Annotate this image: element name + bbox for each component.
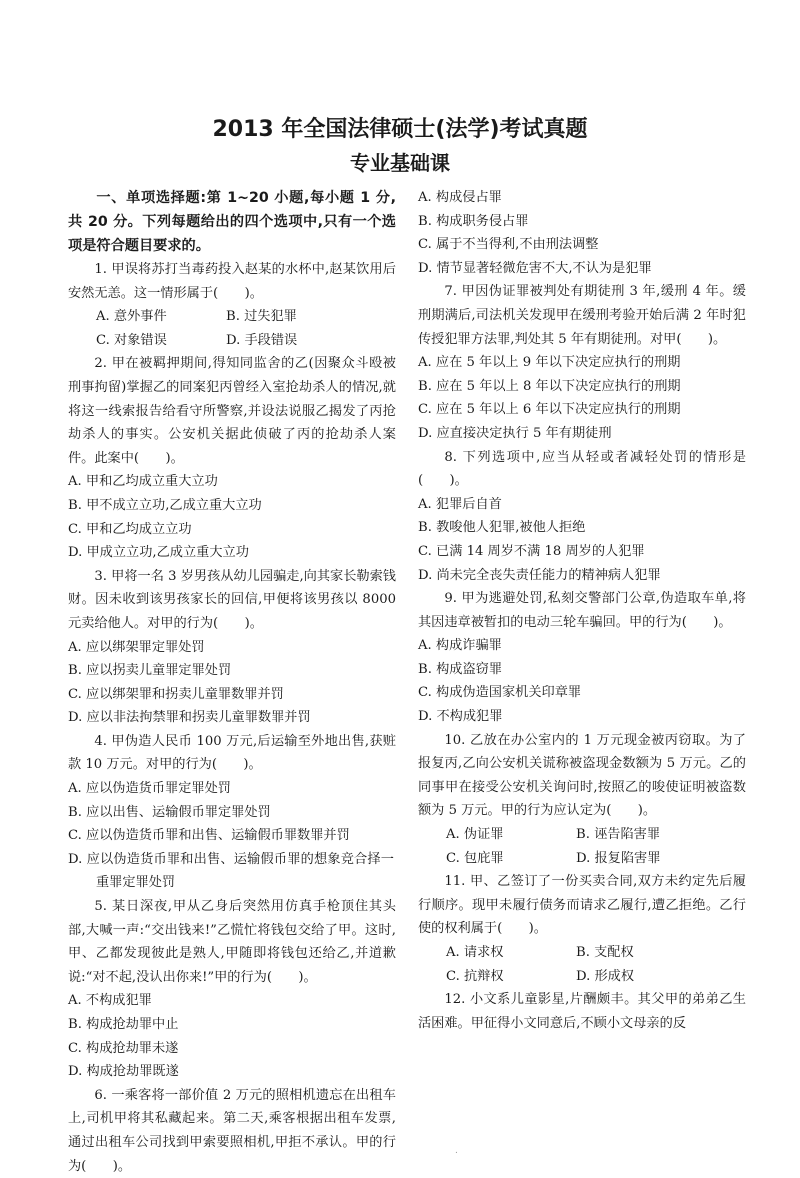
- option: D. 应以非法拘禁罪和拐卖儿童罪数罪并罚: [68, 710, 311, 726]
- option: C. 甲和乙均成立立功: [68, 521, 192, 537]
- question-stem: 4. 甲伪造人民币 100 万元,后运输至外地出售,获赃款 10 万元。对甲的行为( )。: [68, 733, 396, 773]
- option: A. 构成诈骗罪: [418, 638, 502, 654]
- option: A. 应以绑架罪定罪处罚: [68, 639, 205, 655]
- option: B. 构成盗窃罪: [418, 661, 503, 677]
- option: C. 构成抢劫罪未遂: [68, 1040, 179, 1056]
- option: C. 包庇罪: [446, 850, 504, 866]
- option: B. 应以出售、运输假币罪定罪处罚: [68, 804, 271, 820]
- page-title: 2013 年全国法律硕士(法学)考试真题: [212, 117, 588, 142]
- option: B. 甲不成立立功,乙成立重大立功: [68, 497, 262, 513]
- option: C. 应在 5 年以上 6 年以下决定应执行的刑期: [418, 402, 681, 418]
- question-stem: 2. 甲在被羁押期间,得知同监舍的乙(因聚众斗殴被刑事拘留)掌握乙的同案犯丙曾经入室抢劫杀人的情况,就将这一线索报告给看守所警察,并设法说服乙揭发了丙抢劫杀人的事实。公安机关据此侦破了丙的抢劫杀人案件。此案中( )。: [68, 356, 396, 466]
- option: A. 应在 5 年以上 9 年以下决定应执行的刑期: [418, 355, 681, 371]
- left-column: [68, 186, 396, 1178]
- option: D. 手段错误: [226, 332, 298, 348]
- option: D. 尚未完全丧失责任能力的精神病人犯罪: [418, 567, 661, 583]
- section-heading: 一、单项选择题:第 1~20 小题,每小题 1 分,共 20 分。下列每题给出的四个选项中,只有一个选项是符合题目要求的。: [68, 190, 396, 254]
- option: C. 应以伪造货币罪和出售、运输假币罪数罪并罚: [68, 828, 350, 844]
- option: D. 情节显著轻微危害不大,不认为是犯罪: [418, 260, 652, 276]
- question-stem: 12. 小文系儿童影星,片酬颇丰。其父甲的弟弟乙生活困难。甲征得小文同意后,不顾小文母亲的反: [418, 992, 746, 1031]
- option: A. 伪证罪: [446, 827, 504, 843]
- option: A. 不构成犯罪: [68, 993, 152, 1009]
- option: D. 报复陷害罪: [576, 850, 661, 866]
- option: A. 请求权: [446, 945, 504, 960]
- question-stem: 10. 乙放在办公室内的 1 万元现金被丙窃取。为了报复丙,乙向公安机关谎称被盗现金数额为 5 万元。乙的同事甲在接受公安机关询问时,按照乙的唆使证明被盗数额为 5 万元。甲的行为应认定为( )。: [418, 732, 746, 819]
- option: B. 过失犯罪: [226, 309, 297, 325]
- option: D. 构成抢劫罪既遂: [68, 1064, 179, 1080]
- option: B. 支配权: [576, 945, 634, 960]
- option: C. 已满 14 周岁不满 18 周岁的人犯罪: [418, 543, 645, 559]
- question-stem: 5. 某日深夜,甲从乙身后突然用仿真手枪顶住其头部,大喊一声:“交出钱来!”乙慌忙将钱包交给了甲。这时,甲、乙都发现彼此是熟人,甲随即将钱包还给乙,并道歉说:“对不起,没认出你来!”甲的行为( )。: [68, 899, 396, 985]
- question-stem: 7. 甲因伪证罪被判处有期徒刑 3 年,缓刑 4 年。缓刑期满后,司法机关发现甲在缓刑考验开始后满 2 年时犯传授犯罪方法罪,判处其 5 年有期徒刑。对甲( )。: [418, 284, 746, 347]
- option-row: [68, 329, 396, 353]
- option: A. 应以伪造货币罪定罪处罚: [68, 781, 231, 797]
- question-stem: 9. 甲为逃避处罚,私刻交警部门公章,伪造取车单,将其因违章被暂扣的电动三轮车骗回。甲的行为( )。: [418, 591, 746, 630]
- option: A. 犯罪后自首: [418, 496, 502, 512]
- option: A. 意外事件: [96, 309, 167, 325]
- option: C. 抗辩权: [446, 968, 504, 984]
- question-stem: 1. 甲误将苏打当毒药投入赵某的水杯中,赵某饮用后安然无恙。这一情形属于( )。: [68, 262, 396, 301]
- option: D. 不构成犯罪: [418, 709, 503, 725]
- option: A. 甲和乙均成立重大立功: [68, 474, 218, 490]
- option: B. 构成抢劫罪中止: [68, 1017, 179, 1032]
- option: D. 应直接决定执行 5 年有期徒刑: [418, 425, 612, 441]
- question-stem: 3. 甲将一名 3 岁男孩从幼儿园骗走,向其家长勒索钱财。因未收到该男孩家长的回信,甲便将该男孩以 8000 元卖给他人。对甲的行为( )。: [68, 568, 396, 631]
- page-subtitle: 专业基础课: [350, 151, 450, 175]
- option: C. 对象错误: [96, 332, 167, 348]
- option: D. 甲成立立功,乙成立重大立功: [68, 545, 249, 561]
- question-stem: 6. 一乘客将一部价值 2 万元的照相机遗忘在出租车上,司机甲将其私藏起来。第二天,乘客根据出租车发票,通过出租车公司找到甲索要照相机,甲拒不承认。甲的行为( )。: [68, 1087, 396, 1174]
- option: B. 诬告陷害罪: [576, 827, 661, 843]
- option: C. 应以绑架罪和拐卖儿童罪数罪并罚: [68, 686, 284, 702]
- option: A. 构成侵占罪: [418, 190, 502, 205]
- question-stem: 8. 下列选项中,应当从轻或者减轻处罚的情形是( )。: [418, 449, 746, 489]
- option-row: [418, 823, 746, 847]
- option: C. 属于不当得利,不由刑法调整: [418, 237, 599, 253]
- option: B. 构成职务侵占罪: [418, 213, 529, 229]
- option-row: [418, 847, 746, 871]
- option: B. 应以拐卖儿童罪定罪处罚: [68, 663, 232, 679]
- option: B. 应在 5 年以上 8 年以下决定应执行的刑期: [418, 378, 681, 394]
- option: D. 应以伪造货币罪和出售、运输假币罪的想象竞合择一重罪定罪处罚: [68, 851, 394, 891]
- option-row: [418, 965, 746, 989]
- option: C. 构成伪造国家机关印章罪: [418, 685, 582, 701]
- option: D. 形成权: [576, 968, 635, 984]
- page-marker: .: [455, 1146, 458, 1156]
- question-stem: 11. 甲、乙签订了一份买卖合同,双方未约定先后履行顺序。现甲未履行债务而请求乙履行,遭乙拒绝。乙行使的权利属于( )。: [418, 874, 746, 937]
- option-row: [68, 305, 396, 329]
- right-column: [418, 186, 746, 1035]
- option-row: [418, 941, 746, 965]
- option: B. 教唆他人犯罪,被他人拒绝: [418, 520, 586, 536]
